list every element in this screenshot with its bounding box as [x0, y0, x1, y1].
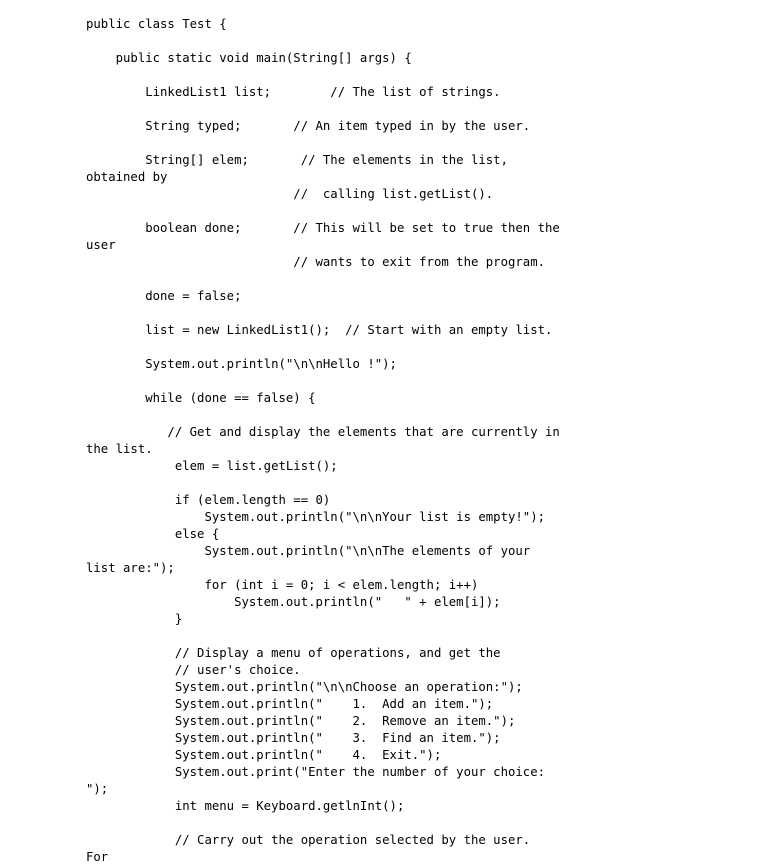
- code-line: System.out.println("\n\nYour list is empty!");: [86, 510, 546, 524]
- code-line: done = false;: [86, 289, 242, 303]
- code-line: else {: [86, 527, 220, 541]
- code-line: [86, 135, 560, 152]
- code-line: elem = list.getList();: [86, 459, 338, 473]
- code-line: [86, 815, 560, 832]
- code-listing: [86, 16, 560, 866]
- code-line: [86, 373, 560, 390]
- code-line: user: [86, 238, 116, 252]
- code-line: String typed; // An item typed in by the user.: [86, 119, 531, 133]
- code-line: System.out.println("\n\nThe elements of your: [86, 544, 531, 558]
- code-line: System.out.println(" 2. Remove an item.");: [86, 714, 516, 728]
- code-line: System.out.println(" 4. Exit.");: [86, 748, 442, 762]
- code-line: [86, 67, 560, 84]
- code-line: while (done == false) {: [86, 391, 316, 405]
- code-line: public static void main(String[] args) {: [86, 51, 412, 65]
- code-line: // Carry out the operation selected by the user.: [86, 833, 531, 847]
- code-line: [86, 305, 560, 322]
- code-line: // Display a menu of operations, and get the: [86, 646, 501, 660]
- code-line: [86, 271, 560, 288]
- code-line: System.out.print("Enter the number of your choice:: [86, 765, 546, 779]
- code-line: String[] elem; // The elements in the list,: [86, 153, 508, 167]
- code-line: the list.: [86, 442, 153, 456]
- code-line: // calling list.getList().: [86, 187, 494, 201]
- code-line: [86, 407, 560, 424]
- code-line: System.out.println("\n\nChoose an operation:");: [86, 680, 523, 694]
- code-line: list = new LinkedList1(); // Start with an empty list.: [86, 323, 553, 337]
- code-line: // wants to exit from the program.: [86, 255, 546, 269]
- code-line: // Get and display the elements that are currently in: [86, 425, 560, 439]
- code-line: obtained by: [86, 170, 168, 184]
- code-line: [86, 628, 560, 645]
- code-line: int menu = Keyboard.getlnInt();: [86, 799, 405, 813]
- code-line: for (int i = 0; i < elem.length; i++): [86, 578, 479, 592]
- code-line: public class Test {: [86, 17, 227, 31]
- code-line: [86, 33, 560, 50]
- code-line: list are:");: [86, 561, 175, 575]
- code-line: System.out.println(" 1. Add an item.");: [86, 697, 494, 711]
- code-line: ");: [86, 782, 109, 796]
- code-line: [86, 475, 560, 492]
- code-line: [86, 203, 560, 220]
- code-line: // user's choice.: [86, 663, 301, 677]
- code-line: [86, 339, 560, 356]
- code-line: System.out.println(" 3. Find an item.");: [86, 731, 501, 745]
- code-line: boolean done; // This will be set to true then the: [86, 221, 560, 235]
- code-line: System.out.println("\n\nHello !");: [86, 357, 397, 371]
- code-line: For: [86, 850, 109, 864]
- code-line: }: [86, 612, 183, 626]
- code-line: System.out.println(" " + elem[i]);: [86, 595, 501, 609]
- code-line: LinkedList1 list; // The list of strings.: [86, 85, 501, 99]
- code-line: if (elem.length == 0): [86, 493, 331, 507]
- code-line: [86, 101, 560, 118]
